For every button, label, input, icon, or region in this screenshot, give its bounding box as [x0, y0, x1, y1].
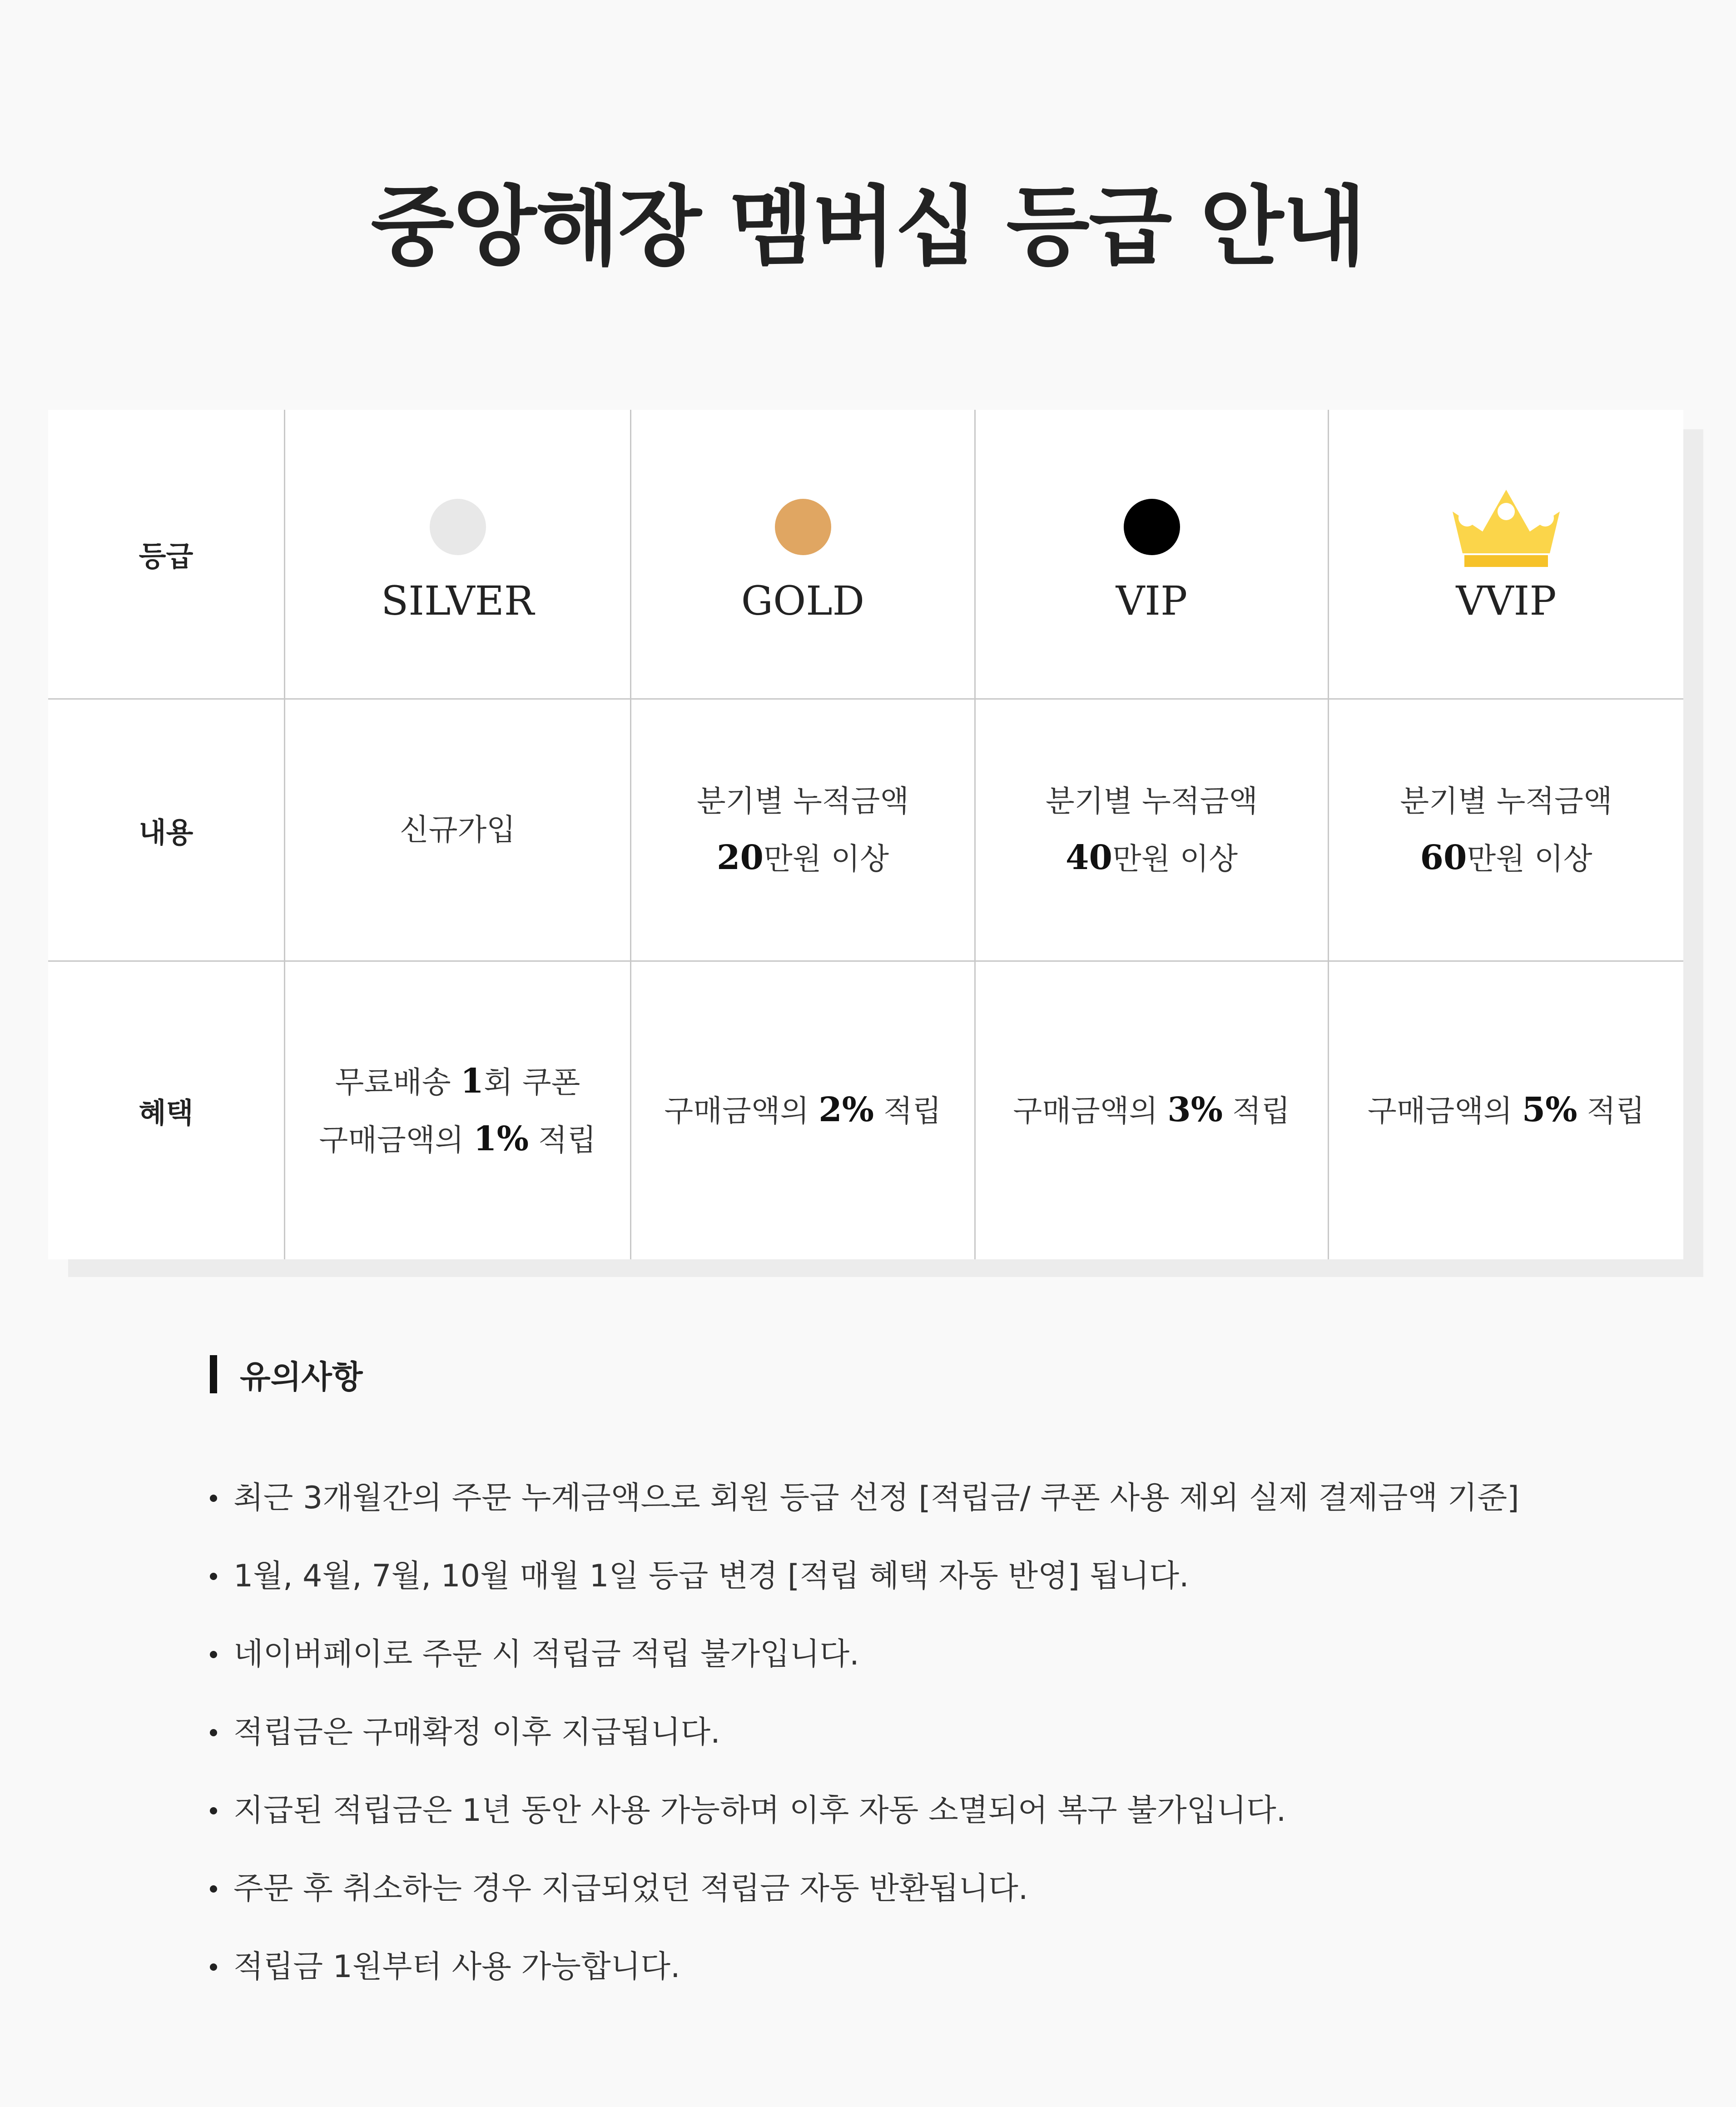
content-cell-gold: [631, 700, 976, 962]
content-vip-line2: [1066, 830, 1238, 887]
bullet-icon: [210, 1495, 217, 1502]
benefit-gold-line: [664, 1082, 941, 1139]
notice-item-text: 적립금은 구매확정 이후 지급됩니다.: [233, 1714, 720, 1750]
content-vip-amount: 40: [1066, 838, 1112, 877]
benefit-vip-rate: 3%: [1167, 1090, 1223, 1129]
bullet-icon: [210, 1573, 217, 1580]
row-label-content: 내용: [139, 815, 193, 849]
gold-circle-icon: [775, 499, 831, 555]
notice-list: [210, 1459, 1572, 2006]
benefit-gold-pre: 구매금액의: [664, 1093, 819, 1128]
benefit-silver-line2-post: 적립: [529, 1122, 596, 1158]
benefit-cell-vip: [976, 962, 1329, 1259]
benefit-vip-line: [1013, 1082, 1290, 1139]
content-gold-line1: 분기별 누적금액: [696, 783, 909, 819]
bullet-icon: [210, 1651, 217, 1658]
grade-cell-vvip: [1329, 410, 1683, 700]
benefit-vip-post: 적립: [1223, 1093, 1290, 1128]
notice-item: [210, 1615, 1572, 1694]
crown-icon: [1450, 486, 1562, 568]
notice-item: [210, 1694, 1572, 1772]
benefit-gold-rate: 2%: [818, 1090, 874, 1129]
benefit-cell-gold: [631, 962, 976, 1259]
benefit-gold-post: 적립: [874, 1093, 942, 1128]
notice-title: 유의사항: [240, 1358, 363, 1396]
notice-heading: [210, 1354, 1572, 1395]
grade-cell-vip: [976, 410, 1329, 700]
grade-cell-silver: [285, 410, 631, 700]
content-vvip-line2: [1420, 830, 1592, 887]
benefit-vvip-line: [1368, 1082, 1645, 1139]
content-vvip-suffix: 만원 이상: [1467, 841, 1592, 876]
row-label-grade-cell: [48, 410, 285, 700]
content-vvip-line1: 분기별 누적금액: [1400, 783, 1612, 819]
content-gold-suffix: 만원 이상: [763, 841, 889, 876]
row-label-benefit-cell: [48, 962, 285, 1259]
benefit-cell-vvip: [1329, 962, 1683, 1259]
notice-item: [210, 1459, 1572, 1537]
benefit-vvip-rate: 5%: [1522, 1090, 1577, 1129]
benefit-silver-line1-post: 회 쿠폰: [484, 1064, 580, 1100]
bullet-icon: [210, 1807, 217, 1814]
row-label-grade: 등급: [139, 540, 193, 573]
notice-item-text: 지급된 적립금은 1년 동안 사용 가능하며 이후 자동 소멸되어 복구 불가입니다.: [233, 1793, 1286, 1829]
notice-section: [210, 1354, 1572, 2006]
benefit-silver-line1-pre: 무료배송: [335, 1064, 461, 1100]
grade-name-vvip: VVIP: [1456, 577, 1557, 624]
silver-circle-icon: [430, 499, 486, 555]
content-vip-suffix: 만원 이상: [1112, 841, 1238, 876]
grade-name-vip: VIP: [1116, 577, 1188, 624]
notice-item: [210, 1772, 1572, 1850]
notice-item: [210, 1928, 1572, 2006]
notice-heading-bar: [210, 1355, 217, 1393]
benefit-silver-line2: [319, 1111, 596, 1168]
content-vip-line1: 분기별 누적금액: [1045, 783, 1258, 819]
membership-grade-table: [48, 410, 1683, 1259]
bullet-icon: [210, 1885, 217, 1893]
content-gold-amount: 20: [717, 838, 764, 877]
benefit-silver-line1-num: 1: [460, 1061, 484, 1101]
vip-circle-icon: [1124, 499, 1180, 555]
notice-item-text: 1월, 4월, 7월, 10월 매월 1일 등급 변경 [적립 혜택 자동 반영] 됩니다.: [233, 1558, 1189, 1594]
content-cell-silver: [285, 700, 631, 962]
bullet-icon: [210, 1963, 217, 1971]
notice-item: [210, 1850, 1572, 1928]
grade-name-gold: GOLD: [741, 577, 865, 624]
notice-item: [210, 1537, 1572, 1615]
benefit-silver-line1: [335, 1053, 580, 1111]
content-cell-vvip: [1329, 700, 1683, 962]
bullet-icon: [210, 1729, 217, 1736]
notice-item-text: 네이버페이로 주문 시 적립금 적립 불가입니다.: [233, 1636, 859, 1672]
content-silver-text: 신규가입: [399, 812, 516, 847]
grade-name-silver: SILVER: [381, 577, 535, 624]
content-cell-vip: [976, 700, 1329, 962]
benefit-cell-silver: [285, 962, 631, 1259]
content-gold-line2: [717, 830, 889, 887]
notice-item-text: 최근 3개월간의 주문 누계금액으로 회원 등급 선정 [적립금/ 쿠폰 사용 제외 실제 결제금액 기준]: [233, 1480, 1519, 1516]
grade-cell-gold: [631, 410, 976, 700]
row-label-benefit: 혜택: [139, 1096, 193, 1129]
benefit-vvip-post: 적립: [1577, 1093, 1645, 1128]
benefit-silver-line2-num: 1%: [473, 1119, 529, 1158]
content-vvip-amount: 60: [1420, 838, 1467, 877]
row-label-content-cell: [48, 700, 285, 962]
benefit-vip-pre: 구매금액의: [1013, 1093, 1168, 1128]
benefit-vvip-pre: 구매금액의: [1367, 1093, 1522, 1128]
notice-item-text: 적립금 1원부터 사용 가능합니다.: [233, 1949, 680, 1985]
page-title: 중앙해장 멤버십 등급 안내: [371, 177, 1365, 277]
benefit-silver-line2-pre: 구매금액의: [319, 1122, 474, 1158]
notice-item-text: 주문 후 취소하는 경우 지급되었던 적립금 자동 반환됩니다.: [233, 1871, 1028, 1907]
